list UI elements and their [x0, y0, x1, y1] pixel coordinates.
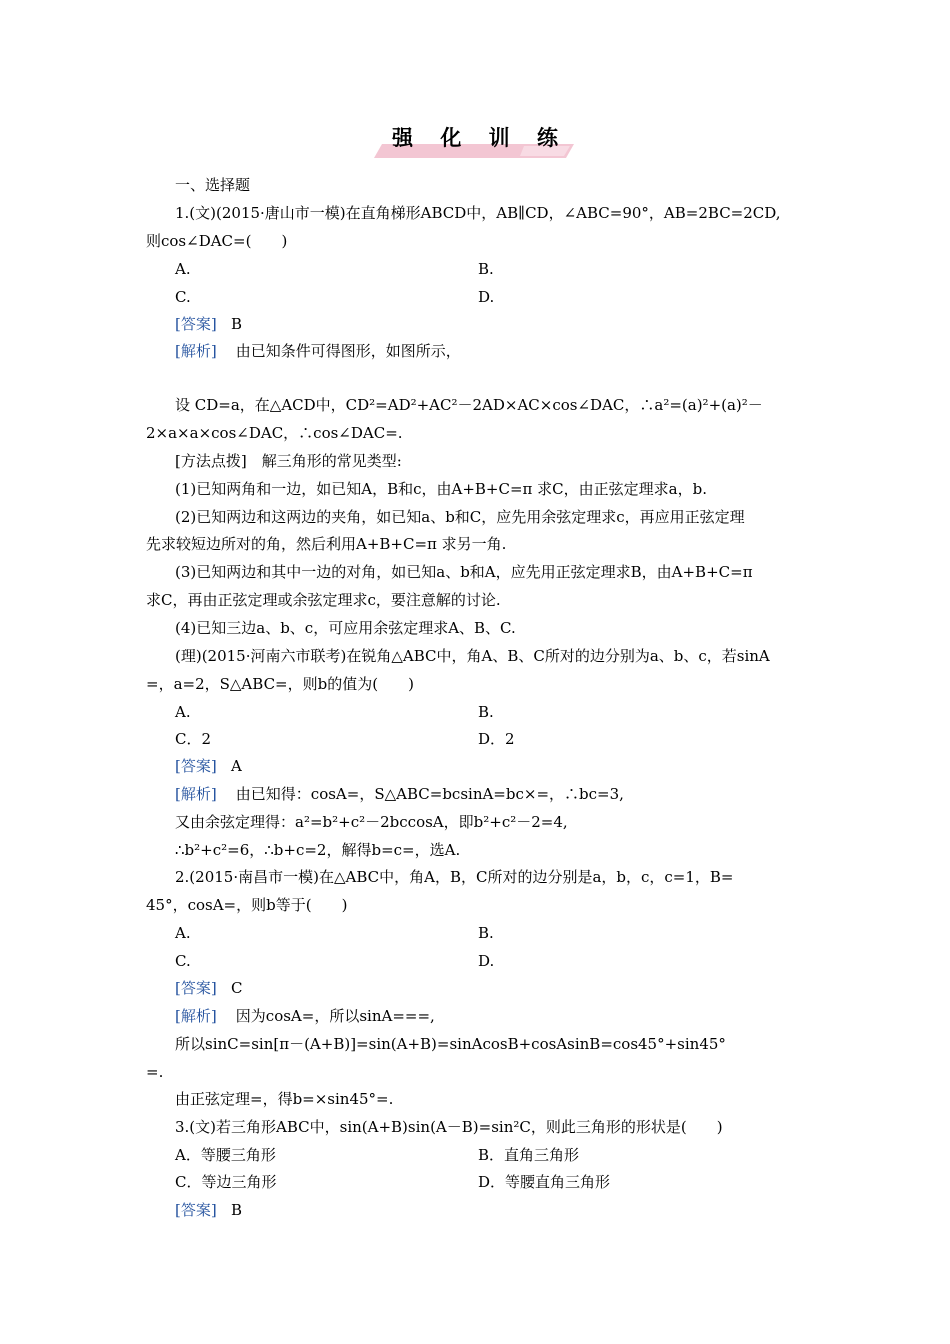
q1l-option-c: C．2 [175, 730, 212, 748]
solution-line: 由正弦定理=，得b=×sin45°=. [175, 1090, 394, 1108]
answer-line-2 [175, 756, 242, 776]
q3-option-a: A．等腰三角形 [175, 1146, 276, 1164]
q1l-option-d: D．2 [478, 730, 515, 748]
solution-line: 设 CD=a，在△ACD中，CD²=AD²+AC²－2AD×AC×cos∠DAC，∴a²=(a)²+(a)²－ [175, 396, 763, 414]
q1-option-d: D. [478, 288, 495, 306]
section-heading: 一、选择题 [175, 176, 251, 194]
solution-line: ∴b²+c²=6，∴b+c=2，解得b=c=，选A. [175, 841, 461, 859]
analysis-line-3 [175, 1006, 435, 1026]
q2-option-b: B. [478, 924, 494, 942]
method-item-3-cont: 求C，再由正弦定理或余弦定理求c，要注意解的讨论. [146, 591, 501, 609]
method-heading: [方法点拨] 解三角形的常见类型: [175, 452, 402, 470]
answer-value: C [231, 979, 243, 997]
answer-line-4 [175, 1200, 242, 1220]
q3-option-c: C．等边三角形 [175, 1173, 277, 1191]
q2-option-a: A. [175, 924, 191, 942]
q3-option-b: B．直角三角形 [478, 1146, 580, 1164]
answer-value: B [231, 315, 243, 333]
question-1-science-stem: (理)(2015·河南六市联考)在锐角△ABC中，角A、B、C所对的边分别为a、b、c，若sinA [175, 647, 770, 665]
method-item-2-cont: 先求较短边所对的角，然后利用A+B+C=π 求另一角. [146, 535, 507, 553]
answer-value: B [231, 1201, 243, 1219]
analysis-line-1 [175, 341, 461, 361]
analysis-tag: [解析] [175, 785, 217, 803]
analysis-tag: [解析] [175, 342, 217, 360]
answer-value: A [231, 757, 242, 775]
question-2-stem: 2.(2015·南昌市一模)在△ABC中，角A，B，C所对的边分别是a，b，c，c=1，B= [175, 868, 734, 886]
analysis-text: 因为cosA=，所以sinA===, [235, 1007, 435, 1025]
method-item-3: (3)已知两边和其中一边的对角，如已知a、b和A，应先用正弦定理求B，由A+B+C=π [175, 563, 753, 581]
analysis-text: 由已知条件可得图形，如图所示， [235, 342, 461, 360]
question-2-stem-cont: 45°，cosA=，则b等于( ) [146, 896, 348, 914]
answer-line-3 [175, 978, 243, 998]
question-1-stem-cont: 则cos∠DAC=( ) [146, 232, 288, 250]
solution-line: 所以sinC=sin[π－(A+B)]=sin(A+B)=sinAcosB+cosAsinB=cos45°+sin45° [175, 1035, 726, 1053]
answer-tag: [答案] [175, 757, 217, 775]
q1l-option-a: A. [175, 703, 191, 721]
q1-option-a: A. [175, 260, 191, 278]
solution-line: 2×a×a×cos∠DAC，∴cos∠DAC=. [146, 424, 403, 442]
solution-line: =. [146, 1063, 164, 1081]
title-block [370, 120, 580, 166]
analysis-line-2 [175, 784, 624, 804]
method-item-4: (4)已知三边a、b、c，可应用余弦定理求A、B、C. [175, 619, 516, 637]
page-title: 强 化 训 练 [392, 125, 568, 150]
method-item-1: (1)已知两角和一边，如已知A，B和c，由A+B+C=π 求C，由正弦定理求a，b. [175, 480, 707, 498]
q1-option-c: C. [175, 288, 191, 306]
question-1-science-stem-cont: =，a=2，S△ABC=，则b的值为( ) [146, 675, 414, 693]
q1-option-b: B. [478, 260, 494, 278]
question-1-stem: 1.(文)(2015·唐山市一模)在直角梯形ABCD中，AB∥CD，∠ABC=90°，AB=2BC=2CD, [175, 204, 781, 222]
answer-tag: [答案] [175, 315, 217, 333]
q2-option-d: D. [478, 952, 495, 970]
q2-option-c: C. [175, 952, 191, 970]
analysis-text: 由已知得：cosA=，S△ABC=bcsinA=bc×=，∴bc=3, [235, 785, 624, 803]
answer-tag: [答案] [175, 1201, 217, 1219]
solution-line: 又由余弦定理得：a²=b²+c²－2bccosA，即b²+c²－2=4, [175, 813, 568, 831]
answer-tag: [答案] [175, 979, 217, 997]
q1l-option-b: B. [478, 703, 494, 721]
q3-option-d: D．等腰直角三角形 [478, 1173, 611, 1191]
answer-line-1 [175, 314, 242, 334]
question-3-stem: 3.(文)若三角形ABC中，sin(A+B)sin(A－B)=sin²C，则此三角形的形状是( ) [175, 1118, 723, 1136]
analysis-tag: [解析] [175, 1007, 217, 1025]
method-item-2: (2)已知两边和这两边的夹角，如已知a、b和C，应先用余弦定理求c，再应用正弦定理 [175, 508, 745, 526]
